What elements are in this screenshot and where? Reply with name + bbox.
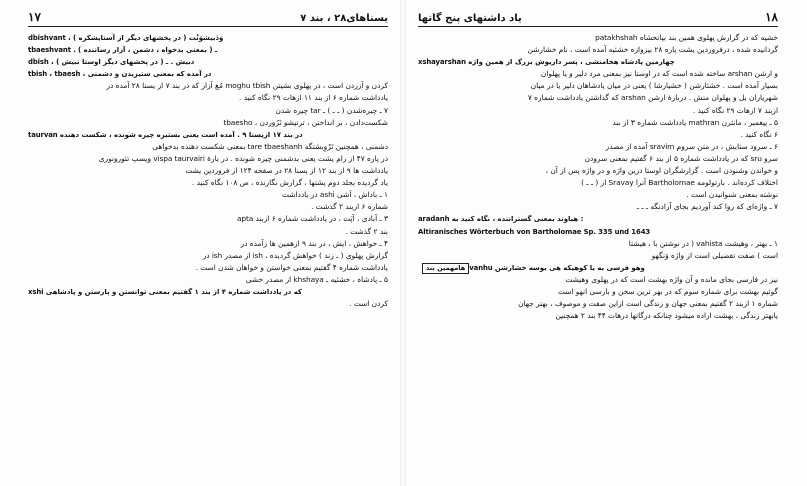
text-line: ۶ نگاه کنید . [740,129,778,139]
text-line: شماره ۶ ازبند ۲ گذشت . [311,202,388,212]
text-line: گردانیده شده ، درفروردین یشت پاره ۲۸ بیزوازه خشئیه آمده است ، نام خشارشن [527,45,778,55]
text-line: xshi که در یادداشت شماره ۴ از بند ۱ گفتیم بمعنی توانستن و پارستن و پادشاهی [28,287,302,296]
text-line: یادداشت ها ۹ از بند ۱۲ از یسنا ۲۸ در صفحه ۱۲۴ از فروردین یشت [185,166,388,176]
text-line: ازبند ۷ ازهات ۲۹ نگاه کنید . [692,105,778,115]
text-line: dbish ، دبیش . ـ ( در پخشهای دیگر اوستا تبیش ) [28,58,195,67]
text-line: tbaeshvant . ـ ( بمعنی بدخواه ، دشمن ، آزار رساننده ) [28,46,218,55]
text-line: tbish ، tbaesh ، در آمده که بمعنی ستیزیدن و دشمنی [28,70,212,79]
text-line: یابهتر زندگی ، بهشت اراده میشود چنانکه درگاتها درهات ۴۴ بند ۲ همچنین [555,311,778,321]
text-line: نیز در فارسی بجای مانده و آن واژه بهشت است که در پهلوی وهیشت [565,274,778,284]
text-line: هامهمین بند vanhu وهو فرسی به یا کوهیکه هی بوسه خشارشن [418,262,778,274]
text-line: یادداشت شماره ۴ گفتیم بمعنی خواستن و خواهان شدن است . [195,262,388,272]
text-line: گزارش پهلوی ( ـ زند ) خواهش گردیده ، ish از مصدر ish در [202,250,388,260]
text-line: کردن و آزردن است ، در پهلوی بشیتن moghu tbish مُغ آزار که در بند ۷ از یسنا ۲۸ آمده در [106,81,388,91]
text-line: نوشته بمعنی شنوانیدن است . [686,190,778,200]
text-line: خشیه که در گزارش پهلوی همین بند بپاتخشاه patakhshah [595,33,778,42]
text-line: aradanh هیاوند بمعنی گستراننده ، نگاه کنید به : [418,215,584,224]
text-line: ۵ ـ پیغمبر ، مانثرن mathran یادداشت شماره ۳ از بند [612,117,778,127]
text-line: ۶ ـ سرود ستایش ، در متن سروم sravim آمده از مصدر [605,141,778,151]
text-line: سرو sru که در یادداشت شماره ۵ از بند ۶ گفتیم بمعنی سرودن [584,153,778,163]
left-page-number: ۱۷ [28,10,41,24]
section-box-label: هامهمین بند [422,263,469,274]
text-line: و خواندن وشنودن است . گزارشگران اوستا درین واژه و در واژه پس از آن ، [545,166,778,176]
text-line: ۷ ـ واژه‌ای که روا کند آورديم بجای آرادنگه ـ ـ ـ [636,202,778,212]
text-line: دشمنی ، همچنین تَرْوِبشتگه tare tbaeshanh بمعنی شکست دهنده بدخواهی [152,141,388,151]
text-line: یاد گردیده بجلد دوم یشتها ، گزارش نگارنده ، ص ۱۰۸ نگاه کنید . [191,178,388,188]
text-line: Altiranisches Wörterbuch von Bartholomae Sp. 335 und 1643 [418,227,651,236]
book-gutter [400,0,406,486]
left-running-title: یسناهای۲۸ ، بند ۷ [300,13,388,24]
text-line: ۵ ـ پادشاه ، خشئیه ـ khshaya از مصدر خشی [245,274,388,284]
text-line: ۱ ـ بهتر ، وهیشت vahista ( در نوشتن با ، هیشتا [628,238,778,248]
text-line: taurvan در بند ۱۷ ازیسنا ۹ . آمده است یعنی بستیزه چیره شونده ، شکست دهنده [28,130,303,139]
text-line: xshayarshan چهارمین پادشاه هخامنشی ، پسر داریوش بزرگ از همین واژه [418,58,675,67]
text-line: شهریاران یل و پهلوان منش . دربارهٔ ارشن arshan که گذاشتن یادداشت شماره ۷ [527,93,778,103]
text-line: در پاره ۴۷ از رام یشت یعنی بدشمنی چیره شونده . در بارهٔ vispa taurvairi ویسپ تئورونوری [98,153,388,163]
text-line: بند ۲ گذشت . [345,226,388,236]
text-line: اختلاف کرده‌اند . بارتولومه Bartholomae آنرا Sravay از ( ـ ـ ) [581,178,778,188]
text-line: گوئیم بهشت برای شماره سوم که در بهر ترین سخن و بارسی انهو است [557,286,778,296]
right-page-number: ۱۸ [765,10,778,24]
text-line: ۱ ـ باداش ، اَشی ashi در یادداشت [282,190,388,200]
right-page [418,8,778,480]
left-page-body [28,32,388,310]
text-line: ۷ ـ چیره‌شدن ( ـ ـ ) ـ tar چیره شدن [275,105,388,115]
text-line: شکست‌دادن ، بر انداختن ، ترتیشو تَرُوردن ، tbaesho [223,117,388,127]
text-line: dbishvant ، وَدَبیشوَنْت ( در پخشهای دیگر از آستایشکره ) [28,34,224,42]
text-line: کردن است . [349,299,388,309]
left-page-header [28,8,388,27]
text-line: شماره ۱ ازبند ۲ گفتیم بمعنی جهان و زندگی است ازاین صفت و موصوف ، بهتر جهان [518,299,778,309]
left-page [28,8,388,480]
right-page-body [418,32,778,322]
right-page-header [418,8,778,27]
text-line: ۳ ـ آبادی ، آپَت ، در یادداشت شماره ۶ ازبند apta [236,214,388,224]
text-line: یادداشت شماره ۶ از بند ۱۱ ازهات ۲۹ نگاه کنید . [239,93,388,103]
text-line: ۴ ـ خواهش ، ایش ، در بند ۹ ازهمین ها زآمده در [240,238,388,248]
text-line: و ارشن arshan ساخته شده است که در اوستا نیز بمعنی مرد دلیر و یا پهلوان [540,69,778,79]
text-line: بسیار آمده است . خشئارشن ( خشیارشا ) یعنی در میان پادشاهان دلیر یا در میان [530,81,778,91]
text-line: است ) صفت تفضیلی است از واژه وَنگهو [651,250,778,260]
right-running-title: یاد داشتهای پنج گاتها [418,13,522,24]
